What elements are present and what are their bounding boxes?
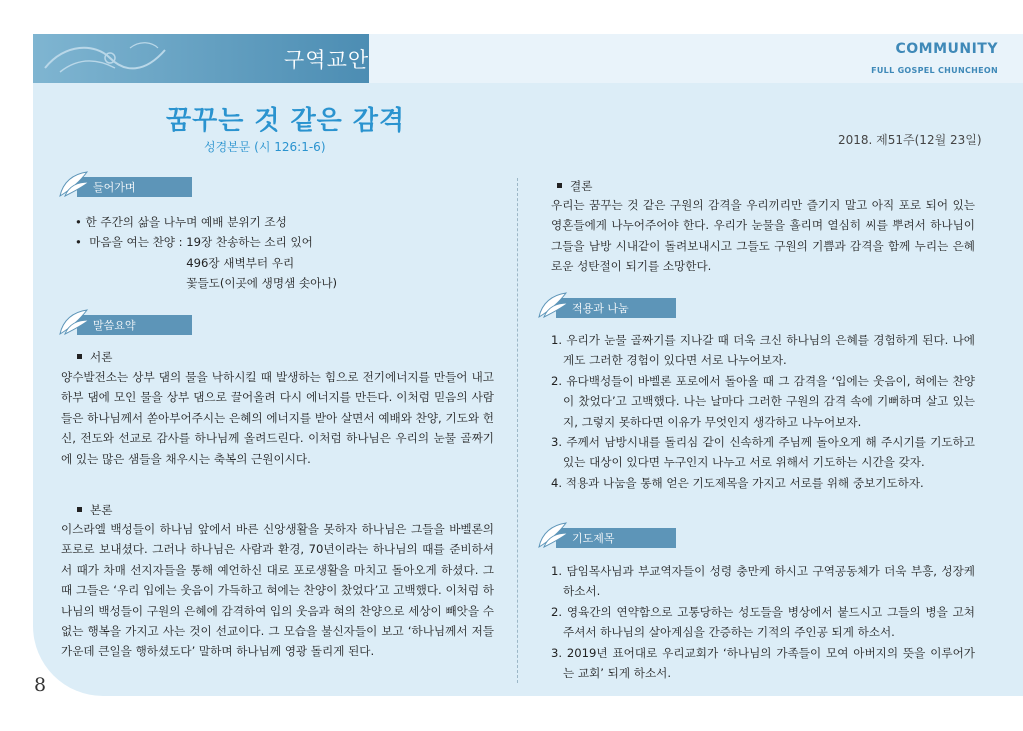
prayer-item: 2. 영육간의 연약함으로 고통당하는 성도들을 병상에서 붙드시고 그들의 병을 고쳐주셔서 하나님의 살아계심을 간증하는 기적의 주인공 되게 하소서. <box>551 604 975 640</box>
intro-item: • 한 주간의 삶을 나누며 예배 분위기 조성 <box>75 215 287 229</box>
section-header-application <box>536 298 676 318</box>
application-item: 4. 적용과 나눔을 통해 얻은 기도제목을 가지고 서로를 위해 중보기도하자. <box>551 475 924 490</box>
bullet-square-icon <box>557 183 562 188</box>
conclusion-text: 우리는 꿈꾸는 것 같은 구원의 감격을 우리끼리만 즐기지 말고 아직 포로 되어 있는 영혼들에게 나누어주어야 한다. 우리가 눈물을 흘리며 열심히 씨를 뿌려서 하나님이 그들을 남방 시내같이 돌려보내시고 그들도 구원의 기쁨과 감격을 함께 누리는 은혜로운 성탄절이 되기를 소망한다. <box>551 198 975 274</box>
scripture-reference: 성경본문 (시 126:1-6) <box>204 140 326 154</box>
section-header-intro <box>57 177 192 197</box>
conclusion-heading: 결론 <box>557 178 592 194</box>
hymn-key: • 마음을 여는 찬양 : <box>75 235 187 250</box>
prayer-item: 1. 담임목사님과 부교역자들이 성령 충만케 하시고 구역공동체가 더욱 부흥, 성장케 하소서. <box>551 564 975 599</box>
seoron-text: 양수발전소는 상부 댐의 물을 낙하시킬 때 발생하는 힘으로 전기에너지를 만들어 내고 하부 댐에 모인 물을 상부 댐으로 끌어올려 다시 에너지를 만든다. 이처럼 믿음의 사람들은 하나님께서 쏟아부어주시는 은혜의 에너지를 받아 살면서 예배와 찬양, 기도와 헌신, 전도와 선교로 감사를 하나님께 올려드린다. 이처럼 하나님은 우리의 눈물 골짜기에 있는 많은 샘들을 채우시는 축복의 근원이시다. <box>61 370 494 466</box>
seoron-heading: 서론 <box>77 349 112 365</box>
page-number: 8 <box>34 674 47 696</box>
sermon-title: 꿈꾸는 것 같은 감격 <box>166 106 406 136</box>
intro-list <box>75 212 495 294</box>
leaf-icon <box>536 291 570 319</box>
section-label: 들어가며 <box>93 181 136 194</box>
hymn-item: 496장 새벽부터 우리 <box>186 255 295 270</box>
bullet-square-icon <box>77 507 82 512</box>
section-label: 기도제목 <box>572 532 615 545</box>
application-list <box>551 330 975 493</box>
hymn-item: 꽃들도(이곳에 생명샘 솟아나) <box>186 276 338 291</box>
leaf-icon <box>57 308 91 336</box>
bullet-square-icon <box>77 354 82 359</box>
page-title: 구역교안 <box>284 48 370 72</box>
flourish-ornament-icon <box>40 38 170 80</box>
brand-subtitle: FULL GOSPEL CHUNCHEON <box>871 66 998 75</box>
date-label: 2018. 제51주(12월 23일) <box>838 133 982 147</box>
hymn-row <box>75 232 495 293</box>
application-item: 2. 유다백성들이 바벨론 포로에서 돌아올 때 그 감격을 ‘입에는 웃음이, 혀에는 찬양이 찼었다’고 고백했다. 나는 날마다 그러한 구원의 감격 속에 기뻐하며 살고 있는지, 그렇지 못하다면 이유가 무엇인지 생각하고 나누어보자. <box>551 373 975 429</box>
leaf-icon <box>536 521 570 549</box>
hymn-list <box>186 232 337 293</box>
brand-name: COMMUNITY <box>895 41 998 57</box>
section-header-prayer <box>536 528 676 548</box>
column-divider <box>517 178 518 683</box>
section-header-summary <box>57 315 192 335</box>
leaf-icon <box>57 170 91 198</box>
application-item: 3. 주께서 남방시내를 돌리심 같이 신속하게 주님께 돌아오게 해 주시기를 기도하고 있는 대상이 있다면 누구인지 나누고 서로 위해서 기도하는 시간을 갖자. <box>551 435 975 470</box>
bonron-heading: 본론 <box>77 502 112 518</box>
section-label: 말씀요약 <box>93 319 136 332</box>
prayer-list <box>551 561 975 683</box>
hymn-item: 19장 찬송하는 소리 있어 <box>186 235 313 250</box>
section-label: 적용과 나눔 <box>572 302 629 315</box>
prayer-item: 3. 2019년 표어대로 우리교회가 ‘하나님의 가족들이 모여 아버지의 뜻을 이루어가는 교회’ 되게 하소서. <box>551 645 975 681</box>
bonron-text: 이스라엘 백성들이 하나님 앞에서 바른 신앙생활을 못하자 하나님은 그들을 바벨론의 포로로 보내셨다. 그러나 하나님은 사람과 환경, 70년이라는 하나님의 때를 준비하셔서 때가 차매 선지자들을 통해 예언하신 대로 포로생활을 마치고 돌아오게 하셨다. 그때 그들은 ‘우리 입에는 웃음이 가득하고 혀에는 찬양이 찼었다’고 고백했다. 이처럼 하나님의 백성들이 구원의 은혜에 감격하여 입의 웃음과 혀의 찬양으로 세상이 빼앗을 수 없는 행복을 가지고 사는 것이 선교이다. 그 모습을 불신자들이 보고 ‘하나님께서 저들 가운데 큰일을 행하셨도다’ 말하며 하나님께 영광 돌리게 된다. <box>61 522 494 659</box>
application-item: 1. 우리가 눈물 골짜기를 지나갈 때 더욱 크신 하나님의 은혜를 경험하게 된다. 나에게도 그러한 경험이 있다면 서로 나누어보자. <box>551 333 975 368</box>
